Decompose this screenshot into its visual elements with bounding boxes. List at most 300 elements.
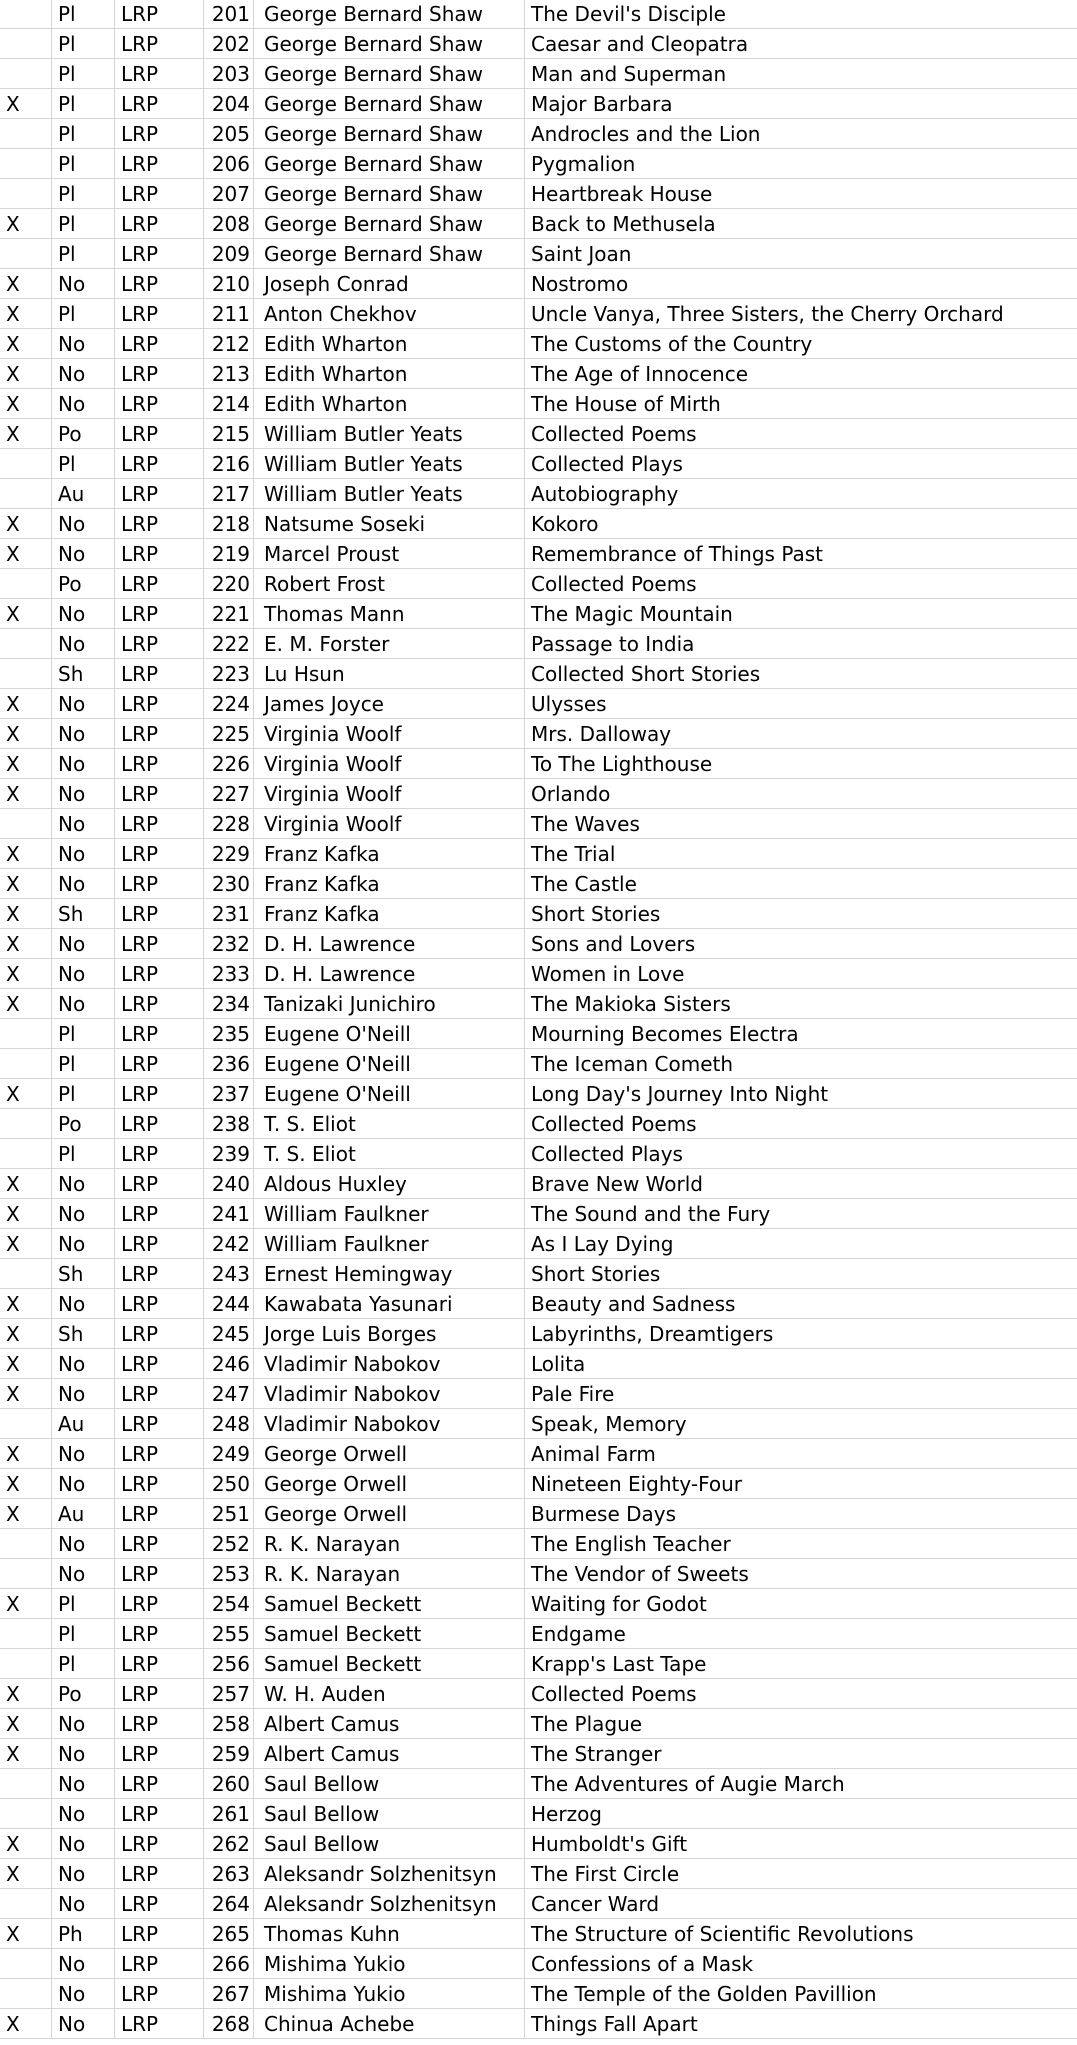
cell-mark[interactable] <box>0 629 52 658</box>
cell-mark[interactable] <box>0 659 52 688</box>
cell-author[interactable]: Eugene O'Neill <box>254 1049 525 1078</box>
cell-title[interactable]: Cancer Ward <box>531 1892 660 1916</box>
cell-author[interactable]: E. M. Forster <box>254 629 525 658</box>
cell-genre[interactable]: No <box>52 1739 115 1768</box>
cell-title[interactable]: Collected Short Stories <box>531 662 761 686</box>
cell-author[interactable]: Virginia Woolf <box>254 719 525 748</box>
cell-author[interactable]: Thomas Mann <box>254 599 525 628</box>
cell-mark[interactable] <box>0 1799 52 1828</box>
cell-mark[interactable]: X <box>0 419 52 448</box>
cell-genre[interactable]: Pl <box>52 1649 115 1678</box>
cell-number[interactable]: 267 <box>204 1979 254 2008</box>
cell-author[interactable]: George Bernard Shaw <box>254 89 525 118</box>
cell-title[interactable]: Labyrinths, Dreamtigers <box>531 1322 774 1346</box>
cell-title[interactable]: The Age of Innocence <box>531 362 748 386</box>
cell-author[interactable]: George Bernard Shaw <box>254 209 525 238</box>
cell-series[interactable]: LRP <box>115 869 204 898</box>
cell-mark[interactable]: X <box>0 329 52 358</box>
cell-mark[interactable] <box>0 1109 52 1138</box>
cell-author[interactable]: George Bernard Shaw <box>254 29 525 58</box>
cell-genre[interactable]: Pl <box>52 179 115 208</box>
cell-number[interactable]: 254 <box>204 1589 254 1618</box>
cell-author[interactable]: Albert Camus <box>254 1739 525 1768</box>
cell-title[interactable]: Mrs. Dalloway <box>531 722 672 746</box>
cell-author[interactable]: Thomas Kuhn <box>254 1919 525 1948</box>
cell-series[interactable]: LRP <box>115 1919 204 1948</box>
cell-author[interactable]: R. K. Narayan <box>254 1529 525 1558</box>
cell-genre[interactable]: Pl <box>52 149 115 178</box>
cell-genre[interactable]: No <box>52 1559 115 1588</box>
cell-author[interactable]: Robert Frost <box>254 569 525 598</box>
cell-series[interactable]: LRP <box>115 1499 204 1528</box>
cell-number[interactable]: 208 <box>204 209 254 238</box>
cell-title[interactable]: Orlando <box>531 782 611 806</box>
cell-author[interactable]: George Bernard Shaw <box>254 179 525 208</box>
cell-genre[interactable]: Po <box>52 1679 115 1708</box>
cell-mark[interactable]: X <box>0 509 52 538</box>
cell-title[interactable]: The Plague <box>531 1712 643 1736</box>
cell-author[interactable]: Vladimir Nabokov <box>254 1379 525 1408</box>
cell-title[interactable]: Sons and Lovers <box>531 932 696 956</box>
cell-series[interactable]: LRP <box>115 1799 204 1828</box>
cell-title[interactable]: To The Lighthouse <box>531 752 713 776</box>
cell-genre[interactable]: Sh <box>52 1259 115 1288</box>
cell-genre[interactable]: Pl <box>52 1019 115 1048</box>
cell-mark[interactable] <box>0 0 52 28</box>
cell-author[interactable]: Marcel Proust <box>254 539 525 568</box>
cell-author[interactable]: Samuel Beckett <box>254 1649 525 1678</box>
cell-genre[interactable]: No <box>52 719 115 748</box>
cell-number[interactable]: 209 <box>204 239 254 268</box>
cell-genre[interactable]: Pl <box>52 119 115 148</box>
cell-title[interactable]: Humboldt's Gift <box>531 1832 688 1856</box>
cell-mark[interactable]: X <box>0 719 52 748</box>
cell-genre[interactable]: Pl <box>52 0 115 28</box>
cell-genre[interactable]: Ph <box>52 1919 115 1948</box>
cell-title[interactable]: The Sound and the Fury <box>531 1202 771 1226</box>
cell-genre[interactable]: No <box>52 1529 115 1558</box>
cell-author[interactable]: Virginia Woolf <box>254 779 525 808</box>
cell-author[interactable]: George Bernard Shaw <box>254 119 525 148</box>
cell-number[interactable]: 244 <box>204 1289 254 1318</box>
cell-series[interactable]: LRP <box>115 1349 204 1378</box>
cell-title[interactable]: Passage to India <box>531 632 695 656</box>
cell-mark[interactable]: X <box>0 1499 52 1528</box>
cell-title[interactable]: The First Circle <box>531 1862 680 1886</box>
cell-series[interactable]: LRP <box>115 1379 204 1408</box>
cell-mark[interactable] <box>0 119 52 148</box>
cell-author[interactable]: Virginia Woolf <box>254 809 525 838</box>
cell-genre[interactable]: Pl <box>52 89 115 118</box>
cell-number[interactable]: 247 <box>204 1379 254 1408</box>
cell-genre[interactable]: No <box>52 329 115 358</box>
cell-author[interactable]: W. H. Auden <box>254 1679 525 1708</box>
cell-mark[interactable] <box>0 1649 52 1678</box>
cell-title[interactable]: The Trial <box>531 842 616 866</box>
cell-author[interactable]: Mishima Yukio <box>254 1949 525 1978</box>
cell-genre[interactable]: No <box>52 989 115 1018</box>
cell-title[interactable]: The Magic Mountain <box>531 602 733 626</box>
cell-number[interactable]: 234 <box>204 989 254 1018</box>
cell-series[interactable]: LRP <box>115 1679 204 1708</box>
cell-series[interactable]: LRP <box>115 89 204 118</box>
cell-mark[interactable]: X <box>0 929 52 958</box>
cell-number[interactable]: 204 <box>204 89 254 118</box>
cell-series[interactable]: LRP <box>115 179 204 208</box>
cell-genre[interactable]: Pl <box>52 1079 115 1108</box>
cell-title[interactable]: Confessions of a Mask <box>531 1952 754 1976</box>
cell-genre[interactable]: No <box>52 599 115 628</box>
cell-number[interactable]: 268 <box>204 2009 254 2038</box>
cell-number[interactable]: 262 <box>204 1829 254 1858</box>
cell-number[interactable]: 217 <box>204 479 254 508</box>
cell-author[interactable]: Chinua Achebe <box>254 2009 525 2038</box>
cell-mark[interactable]: X <box>0 1829 52 1858</box>
cell-number[interactable]: 232 <box>204 929 254 958</box>
cell-number[interactable]: 226 <box>204 749 254 778</box>
cell-series[interactable]: LRP <box>115 1739 204 1768</box>
cell-series[interactable]: LRP <box>115 59 204 88</box>
cell-series[interactable]: LRP <box>115 899 204 928</box>
cell-mark[interactable]: X <box>0 1439 52 1468</box>
cell-series[interactable]: LRP <box>115 1889 204 1918</box>
cell-number[interactable]: 202 <box>204 29 254 58</box>
cell-genre[interactable]: No <box>52 1349 115 1378</box>
cell-genre[interactable]: No <box>52 869 115 898</box>
cell-mark[interactable] <box>0 1769 52 1798</box>
cell-number[interactable]: 224 <box>204 689 254 718</box>
cell-series[interactable]: LRP <box>115 0 204 28</box>
cell-author[interactable]: D. H. Lawrence <box>254 959 525 988</box>
cell-number[interactable]: 201 <box>204 0 254 28</box>
cell-series[interactable]: LRP <box>115 1409 204 1438</box>
cell-title[interactable]: Back to Methusela <box>531 212 716 236</box>
cell-mark[interactable]: X <box>0 539 52 568</box>
cell-series[interactable]: LRP <box>115 539 204 568</box>
cell-author[interactable]: William Faulkner <box>254 1229 525 1258</box>
cell-title[interactable]: Major Barbara <box>531 92 673 116</box>
cell-title[interactable]: Kokoro <box>531 512 599 536</box>
cell-title[interactable]: The Makioka Sisters <box>531 992 731 1016</box>
cell-number[interactable]: 211 <box>204 299 254 328</box>
cell-genre[interactable]: No <box>52 1229 115 1258</box>
cell-mark[interactable] <box>0 449 52 478</box>
cell-author[interactable]: T. S. Eliot <box>254 1139 525 1168</box>
cell-number[interactable]: 231 <box>204 899 254 928</box>
cell-series[interactable]: LRP <box>115 749 204 778</box>
cell-author[interactable]: George Bernard Shaw <box>254 239 525 268</box>
cell-series[interactable]: LRP <box>115 1319 204 1348</box>
cell-author[interactable]: Edith Wharton <box>254 389 525 418</box>
cell-title[interactable]: Endgame <box>531 1622 626 1646</box>
cell-mark[interactable] <box>0 179 52 208</box>
cell-genre[interactable]: No <box>52 359 115 388</box>
cell-number[interactable]: 259 <box>204 1739 254 1768</box>
cell-title[interactable]: Autobiography <box>531 482 679 506</box>
cell-author[interactable]: William Butler Yeats <box>254 479 525 508</box>
cell-number[interactable]: 205 <box>204 119 254 148</box>
cell-author[interactable]: Tanizaki Junichiro <box>254 989 525 1018</box>
cell-author[interactable]: Anton Chekhov <box>254 299 525 328</box>
cell-series[interactable]: LRP <box>115 1769 204 1798</box>
cell-mark[interactable] <box>0 59 52 88</box>
cell-series[interactable]: LRP <box>115 1979 204 2008</box>
cell-number[interactable]: 216 <box>204 449 254 478</box>
cell-mark[interactable]: X <box>0 2009 52 2038</box>
cell-mark[interactable]: X <box>0 599 52 628</box>
cell-series[interactable]: LRP <box>115 719 204 748</box>
cell-title[interactable]: Pale Fire <box>531 1382 615 1406</box>
cell-title[interactable]: Androcles and the Lion <box>531 122 761 146</box>
cell-genre[interactable]: Au <box>52 1499 115 1528</box>
cell-number[interactable]: 246 <box>204 1349 254 1378</box>
cell-genre[interactable]: No <box>52 1979 115 2008</box>
cell-series[interactable]: LRP <box>115 959 204 988</box>
cell-number[interactable]: 263 <box>204 1859 254 1888</box>
cell-genre[interactable]: No <box>52 779 115 808</box>
cell-series[interactable]: LRP <box>115 629 204 658</box>
cell-title[interactable]: The English Teacher <box>531 1532 731 1556</box>
cell-mark[interactable]: X <box>0 209 52 238</box>
cell-mark[interactable]: X <box>0 1079 52 1108</box>
cell-author[interactable]: William Butler Yeats <box>254 449 525 478</box>
cell-series[interactable]: LRP <box>115 1199 204 1228</box>
cell-author[interactable]: Eugene O'Neill <box>254 1019 525 1048</box>
cell-genre[interactable]: No <box>52 749 115 778</box>
cell-author[interactable]: Aleksandr Solzhenitsyn <box>254 1889 525 1918</box>
cell-title[interactable]: The House of Mirth <box>531 392 721 416</box>
cell-mark[interactable]: X <box>0 689 52 718</box>
cell-title[interactable]: The Iceman Cometh <box>531 1052 734 1076</box>
cell-number[interactable]: 264 <box>204 1889 254 1918</box>
cell-number[interactable]: 206 <box>204 149 254 178</box>
cell-mark[interactable] <box>0 1559 52 1588</box>
cell-mark[interactable] <box>0 1949 52 1978</box>
cell-number[interactable]: 239 <box>204 1139 254 1168</box>
cell-genre[interactable]: No <box>52 1829 115 1858</box>
cell-title[interactable]: Collected Plays <box>531 452 683 476</box>
cell-series[interactable]: LRP <box>115 1079 204 1108</box>
cell-number[interactable]: 221 <box>204 599 254 628</box>
cell-series[interactable]: LRP <box>115 989 204 1018</box>
cell-mark[interactable]: X <box>0 1469 52 1498</box>
cell-mark[interactable]: X <box>0 899 52 928</box>
cell-title[interactable]: Saint Joan <box>531 242 632 266</box>
cell-title[interactable]: Speak, Memory <box>531 1412 687 1436</box>
cell-genre[interactable]: No <box>52 839 115 868</box>
cell-series[interactable]: LRP <box>115 1529 204 1558</box>
cell-author[interactable]: Aldous Huxley <box>254 1169 525 1198</box>
cell-number[interactable]: 213 <box>204 359 254 388</box>
cell-author[interactable]: George Orwell <box>254 1469 525 1498</box>
cell-mark[interactable]: X <box>0 1319 52 1348</box>
cell-author[interactable]: Albert Camus <box>254 1709 525 1738</box>
cell-mark[interactable] <box>0 1139 52 1168</box>
cell-mark[interactable]: X <box>0 749 52 778</box>
cell-title[interactable]: The Waves <box>531 812 640 836</box>
cell-genre[interactable]: Po <box>52 1109 115 1138</box>
cell-author[interactable]: Virginia Woolf <box>254 749 525 778</box>
cell-author[interactable]: Mishima Yukio <box>254 1979 525 2008</box>
cell-title[interactable]: Remembrance of Things Past <box>531 542 823 566</box>
cell-title[interactable]: Lolita <box>531 1352 586 1376</box>
cell-series[interactable]: LRP <box>115 269 204 298</box>
cell-number[interactable]: 222 <box>204 629 254 658</box>
cell-genre[interactable]: No <box>52 1169 115 1198</box>
cell-mark[interactable]: X <box>0 869 52 898</box>
cell-series[interactable]: LRP <box>115 1559 204 1588</box>
cell-title[interactable]: Things Fall Apart <box>531 2012 698 2036</box>
cell-series[interactable]: LRP <box>115 809 204 838</box>
cell-title[interactable]: Beauty and Sadness <box>531 1292 736 1316</box>
cell-genre[interactable]: No <box>52 1439 115 1468</box>
cell-mark[interactable]: X <box>0 1289 52 1318</box>
cell-mark[interactable]: X <box>0 269 52 298</box>
cell-number[interactable]: 219 <box>204 539 254 568</box>
cell-series[interactable]: LRP <box>115 449 204 478</box>
cell-mark[interactable]: X <box>0 1229 52 1258</box>
cell-number[interactable]: 249 <box>204 1439 254 1468</box>
cell-genre[interactable]: Pl <box>52 1589 115 1618</box>
cell-mark[interactable]: X <box>0 359 52 388</box>
cell-number[interactable]: 227 <box>204 779 254 808</box>
cell-title[interactable]: Man and Superman <box>531 62 727 86</box>
cell-series[interactable]: LRP <box>115 1589 204 1618</box>
cell-series[interactable]: LRP <box>115 1829 204 1858</box>
cell-genre[interactable]: Pl <box>52 449 115 478</box>
cell-genre[interactable]: No <box>52 1949 115 1978</box>
cell-genre[interactable]: Au <box>52 1409 115 1438</box>
cell-mark[interactable] <box>0 1529 52 1558</box>
cell-series[interactable]: LRP <box>115 509 204 538</box>
cell-mark[interactable] <box>0 1259 52 1288</box>
cell-title[interactable]: The Temple of the Golden Pavillion <box>531 1982 877 2006</box>
cell-mark[interactable]: X <box>0 1379 52 1408</box>
cell-series[interactable]: LRP <box>115 1169 204 1198</box>
cell-title[interactable]: Caesar and Cleopatra <box>531 32 749 56</box>
cell-author[interactable]: Samuel Beckett <box>254 1589 525 1618</box>
cell-author[interactable]: D. H. Lawrence <box>254 929 525 958</box>
cell-number[interactable]: 256 <box>204 1649 254 1678</box>
cell-author[interactable]: Aleksandr Solzhenitsyn <box>254 1859 525 1888</box>
cell-number[interactable]: 238 <box>204 1109 254 1138</box>
cell-genre[interactable]: No <box>52 2009 115 2038</box>
cell-genre[interactable]: Pl <box>52 299 115 328</box>
cell-genre[interactable]: No <box>52 929 115 958</box>
cell-number[interactable]: 250 <box>204 1469 254 1498</box>
cell-genre[interactable]: No <box>52 1289 115 1318</box>
cell-series[interactable]: LRP <box>115 779 204 808</box>
cell-author[interactable]: George Bernard Shaw <box>254 149 525 178</box>
cell-title[interactable]: Women in Love <box>531 962 685 986</box>
cell-series[interactable]: LRP <box>115 299 204 328</box>
cell-number[interactable]: 235 <box>204 1019 254 1048</box>
cell-number[interactable]: 240 <box>204 1169 254 1198</box>
cell-number[interactable]: 266 <box>204 1949 254 1978</box>
cell-author[interactable]: Vladimir Nabokov <box>254 1349 525 1378</box>
cell-mark[interactable] <box>0 1409 52 1438</box>
cell-mark[interactable] <box>0 809 52 838</box>
cell-number[interactable]: 210 <box>204 269 254 298</box>
cell-mark[interactable]: X <box>0 1859 52 1888</box>
cell-number[interactable]: 223 <box>204 659 254 688</box>
cell-title[interactable]: Short Stories <box>531 902 661 926</box>
cell-author[interactable]: T. S. Eliot <box>254 1109 525 1138</box>
cell-genre[interactable]: No <box>52 629 115 658</box>
cell-author[interactable]: Edith Wharton <box>254 329 525 358</box>
cell-mark[interactable] <box>0 239 52 268</box>
cell-title[interactable]: The Customs of the Country <box>531 332 813 356</box>
cell-number[interactable]: 258 <box>204 1709 254 1738</box>
cell-genre[interactable]: Po <box>52 419 115 448</box>
cell-author[interactable]: Ernest Hemingway <box>254 1259 525 1288</box>
cell-mark[interactable]: X <box>0 1349 52 1378</box>
cell-title[interactable]: Brave New World <box>531 1172 703 1196</box>
cell-mark[interactable]: X <box>0 1709 52 1738</box>
cell-title[interactable]: The Adventures of Augie March <box>531 1772 845 1796</box>
cell-genre[interactable]: No <box>52 389 115 418</box>
cell-number[interactable]: 255 <box>204 1619 254 1648</box>
cell-number[interactable]: 218 <box>204 509 254 538</box>
cell-series[interactable]: LRP <box>115 209 204 238</box>
cell-title[interactable]: Long Day's Journey Into Night <box>531 1082 829 1106</box>
cell-genre[interactable]: No <box>52 1859 115 1888</box>
cell-series[interactable]: LRP <box>115 389 204 418</box>
cell-title[interactable]: Pygmalion <box>531 152 636 176</box>
cell-genre[interactable]: No <box>52 959 115 988</box>
cell-title[interactable]: Animal Farm <box>531 1442 656 1466</box>
cell-genre[interactable]: No <box>52 1709 115 1738</box>
cell-number[interactable]: 228 <box>204 809 254 838</box>
cell-author[interactable]: George Orwell <box>254 1439 525 1468</box>
cell-genre[interactable]: Pl <box>52 1049 115 1078</box>
cell-mark[interactable]: X <box>0 1199 52 1228</box>
cell-mark[interactable]: X <box>0 839 52 868</box>
cell-title[interactable]: The Castle <box>531 872 637 896</box>
cell-series[interactable]: LRP <box>115 569 204 598</box>
cell-number[interactable]: 212 <box>204 329 254 358</box>
cell-series[interactable]: LRP <box>115 479 204 508</box>
cell-series[interactable]: LRP <box>115 1949 204 1978</box>
cell-genre[interactable]: Pl <box>52 59 115 88</box>
cell-series[interactable]: LRP <box>115 359 204 388</box>
cell-mark[interactable] <box>0 1889 52 1918</box>
cell-author[interactable]: William Butler Yeats <box>254 419 525 448</box>
cell-author[interactable]: William Faulkner <box>254 1199 525 1228</box>
cell-title[interactable]: Short Stories <box>531 1262 661 1286</box>
cell-number[interactable]: 229 <box>204 839 254 868</box>
cell-number[interactable]: 252 <box>204 1529 254 1558</box>
cell-author[interactable]: Lu Hsun <box>254 659 525 688</box>
cell-number[interactable]: 253 <box>204 1559 254 1588</box>
cell-title[interactable]: Krapp's Last Tape <box>531 1652 707 1676</box>
cell-number[interactable]: 261 <box>204 1799 254 1828</box>
cell-mark[interactable] <box>0 1979 52 2008</box>
cell-series[interactable]: LRP <box>115 1439 204 1468</box>
cell-number[interactable]: 236 <box>204 1049 254 1078</box>
cell-series[interactable]: LRP <box>115 1139 204 1168</box>
cell-number[interactable]: 242 <box>204 1229 254 1258</box>
cell-author[interactable]: Edith Wharton <box>254 359 525 388</box>
cell-genre[interactable]: Sh <box>52 1319 115 1348</box>
cell-series[interactable]: LRP <box>115 929 204 958</box>
cell-title[interactable]: Collected Poems <box>531 1112 697 1136</box>
cell-number[interactable]: 245 <box>204 1319 254 1348</box>
cell-genre[interactable]: No <box>52 809 115 838</box>
cell-author[interactable]: R. K. Narayan <box>254 1559 525 1588</box>
cell-genre[interactable]: No <box>52 1769 115 1798</box>
cell-genre[interactable]: No <box>52 1469 115 1498</box>
